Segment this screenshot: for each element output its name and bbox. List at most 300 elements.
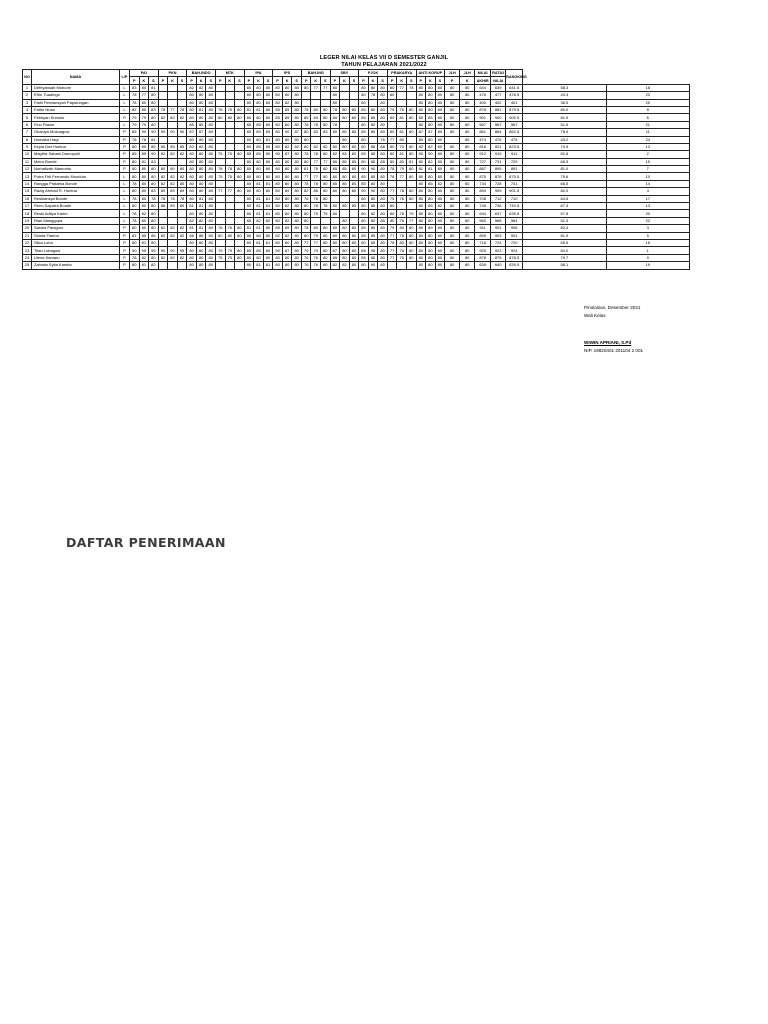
grade-cell: 80 xyxy=(187,254,197,261)
grade-cell: 80 xyxy=(416,203,426,210)
grade-cell xyxy=(397,92,407,99)
grade-cell: 80 xyxy=(273,173,283,180)
grade-cell: 78 xyxy=(397,210,407,217)
grade-cell xyxy=(311,217,321,224)
grade-cell: 80 xyxy=(416,180,426,187)
header-subject: BAH.ING xyxy=(301,70,330,77)
grade-cell: 80 xyxy=(321,232,331,239)
grade-cell: 85 xyxy=(149,232,159,239)
grade-cell: 80 xyxy=(359,203,369,210)
grade-cell xyxy=(215,262,225,269)
grade-cell xyxy=(406,203,416,210)
grade-cell: 80 xyxy=(263,121,273,128)
grade-cell: 85 xyxy=(340,158,350,165)
grade-cell: 85 xyxy=(177,180,187,187)
grade-cell: 80 xyxy=(235,254,245,261)
grade-cell: 85 xyxy=(254,151,264,158)
grade-cell: 79 xyxy=(311,232,321,239)
grade-cell: 80 xyxy=(149,173,159,180)
grade-cell: 75 xyxy=(215,173,225,180)
grade-cell xyxy=(368,136,378,143)
grade-cell: 80 xyxy=(254,254,264,261)
total-k-cell: 895 xyxy=(491,166,506,173)
student-name: Razig Ahmad R. Huntua xyxy=(32,188,120,195)
grade-cell: 85 xyxy=(349,129,359,136)
grade-cell: 80 xyxy=(378,247,388,254)
grade-cell: 80 xyxy=(368,106,378,113)
total-k-cell: 567 xyxy=(491,121,506,128)
grade-cell: 80 xyxy=(330,188,340,195)
grade-cell: 83 xyxy=(149,188,159,195)
grade-cell: 80 xyxy=(460,195,475,202)
grade-cell: 83 xyxy=(311,129,321,136)
grade-cell: 80 xyxy=(273,188,283,195)
grade-cell: 80 xyxy=(292,84,302,91)
signer-name: WIWIN APRIANI, S.Pd xyxy=(584,340,632,345)
grade-cell: 82 xyxy=(196,84,206,91)
grade-cell: 80 xyxy=(359,262,369,269)
grade-cell: 81 xyxy=(196,225,206,232)
grade-cell: 80 xyxy=(263,99,273,106)
grade-cell xyxy=(321,92,331,99)
grade-cell xyxy=(168,92,178,99)
student-name: Sikla Loha xyxy=(32,239,120,246)
grade-cell: 82 xyxy=(168,180,178,187)
grade-cell: 82 xyxy=(282,99,292,106)
grade-cell: 75 xyxy=(225,173,235,180)
grade-cell: 85 xyxy=(149,143,159,150)
grade-cell: 80 xyxy=(460,166,475,173)
grade-cell: 80 xyxy=(368,217,378,224)
grade-cell: 80 xyxy=(359,217,369,224)
grade-cell: 80 xyxy=(196,158,206,165)
grade-cell: 80 xyxy=(435,99,445,106)
grade-cell: 80 xyxy=(368,84,378,91)
student-gender: P xyxy=(120,232,130,239)
grade-cell xyxy=(235,158,245,165)
grade-cell: 85 xyxy=(330,254,340,261)
grade-cell: 80 xyxy=(378,239,388,246)
grade-cell: 80 xyxy=(196,247,206,254)
table-row xyxy=(23,92,690,99)
grade-cell: 80 xyxy=(340,173,350,180)
average-cell: 80.0 xyxy=(523,106,606,113)
grade-cell: 85 xyxy=(368,232,378,239)
grade-cell xyxy=(349,136,359,143)
grade-cell: 80 xyxy=(263,84,273,91)
grade-cell: 80 xyxy=(435,151,445,158)
rank-cell: 17 xyxy=(606,195,689,202)
grade-cell: 80 xyxy=(292,151,302,158)
total-k-cell: 712 xyxy=(491,195,506,202)
grade-cell: 80 xyxy=(273,166,283,173)
grade-cell: 80 xyxy=(321,121,331,128)
grade-cell: 82 xyxy=(330,262,340,269)
row-number: 6 xyxy=(23,121,32,128)
grade-cell: 76 xyxy=(225,225,235,232)
grade-cell: 80 xyxy=(244,262,254,269)
student-name: Zahrata Sylta Kamba xyxy=(32,262,120,269)
grade-cell: 75 xyxy=(311,210,321,217)
grade-cell: 89 xyxy=(177,203,187,210)
grade-cell: 90 xyxy=(177,129,187,136)
grade-cell: 80 xyxy=(282,92,292,99)
grade-cell: 82 xyxy=(168,151,178,158)
grade-cell: 81 xyxy=(397,151,407,158)
rank-cell: 8 xyxy=(606,106,689,113)
header-subject-sub: P xyxy=(387,77,397,84)
grade-cell: 80 xyxy=(130,203,140,210)
student-name: Efrin Tuadingo xyxy=(32,92,120,99)
grade-cell: 80 xyxy=(349,254,359,261)
grade-cell: 79 xyxy=(130,114,140,121)
row-number: 23 xyxy=(23,247,32,254)
total-p-cell: 734 xyxy=(475,180,491,187)
grade-cell: 79 xyxy=(301,247,311,254)
grade-cell: 80 xyxy=(149,180,159,187)
grade-cell: 85 xyxy=(340,203,350,210)
header-subject: PKN xyxy=(158,70,187,77)
grade-cell: 80 xyxy=(460,158,475,165)
total-k-cell: 637 xyxy=(491,210,506,217)
header-subject: SBY xyxy=(330,70,359,77)
grade-cell: 80 xyxy=(435,262,445,269)
grade-cell xyxy=(215,92,225,99)
grade-cell: 80 xyxy=(206,254,216,261)
grade-cell: 80 xyxy=(196,262,206,269)
grade-cell: 80 xyxy=(196,239,206,246)
grade-cell xyxy=(168,217,178,224)
grade-cell: 80 xyxy=(378,180,388,187)
grade-cell: 85 xyxy=(359,180,369,187)
grade-cell: 80 xyxy=(292,232,302,239)
grade-cell: 80 xyxy=(149,166,159,173)
grade-cell: 80 xyxy=(149,114,159,121)
grade-cell: 89 xyxy=(282,188,292,195)
grade-cell: 78 xyxy=(168,195,178,202)
grade-cell: 80 xyxy=(263,106,273,113)
grade-cell: 90 xyxy=(149,129,159,136)
grade-cell: 81 xyxy=(254,195,264,202)
table-row xyxy=(23,143,690,150)
grade-cell: 80 xyxy=(244,114,254,121)
grade-cell: 76 xyxy=(225,106,235,113)
grade-cell xyxy=(177,121,187,128)
grade-cell: 80 xyxy=(397,158,407,165)
grade-cell xyxy=(225,262,235,269)
grade-cell xyxy=(235,136,245,143)
grade-cell xyxy=(349,210,359,217)
grade-cell: 80 xyxy=(460,225,475,232)
grade-cell: 80 xyxy=(292,225,302,232)
grade-cell: 80 xyxy=(244,203,254,210)
student-name: Meiro Bonde xyxy=(32,158,120,165)
grade-cell: 85 xyxy=(273,106,283,113)
grade-cell: 80 xyxy=(273,99,283,106)
grade-cell: 76 xyxy=(215,225,225,232)
final-score-cell: 823.5 xyxy=(506,143,523,150)
grade-cell xyxy=(397,99,407,106)
grade-cell: 80 xyxy=(282,254,292,261)
table-row xyxy=(23,239,690,246)
grade-cell: 79 xyxy=(225,247,235,254)
table-row xyxy=(23,158,690,165)
grade-cell: 80 xyxy=(378,121,388,128)
grade-cell: 80 xyxy=(349,173,359,180)
grade-cell xyxy=(330,195,340,202)
grade-cell: 78 xyxy=(130,195,140,202)
row-number: 9 xyxy=(23,143,32,150)
rank-cell: 6 xyxy=(606,114,689,121)
grade-cell: 80 xyxy=(387,203,397,210)
grade-cell: 80 xyxy=(340,143,350,150)
grade-cell: 80 xyxy=(330,143,340,150)
student-gender: P xyxy=(120,254,130,261)
row-number: 15 xyxy=(23,188,32,195)
grade-cell: 76 xyxy=(301,195,311,202)
place-date: Pinolosian, Desember 2021 xyxy=(584,305,641,310)
row-number: 13 xyxy=(23,173,32,180)
grade-cell: 77 xyxy=(387,247,397,254)
grade-cell: 80 xyxy=(321,114,331,121)
signer-role: Wali Kelas xyxy=(584,313,606,318)
row-number: 21 xyxy=(23,232,32,239)
grade-cell: 80 xyxy=(139,99,149,106)
header-subject-sub: S xyxy=(149,77,159,84)
grade-cell: 80 xyxy=(330,225,340,232)
student-name: Fino Pasue xyxy=(32,121,120,128)
grade-cell: 82 xyxy=(149,262,159,269)
grade-cell: 78 xyxy=(387,239,397,246)
grade-cell: 80 xyxy=(187,188,197,195)
row-number: 14 xyxy=(23,180,32,187)
grade-cell: 76 xyxy=(387,173,397,180)
row-number: 12 xyxy=(23,166,32,173)
grade-cell: 81 xyxy=(149,84,159,91)
grade-cell: 89 xyxy=(177,188,187,195)
grade-cell: 80 xyxy=(292,99,302,106)
grade-cell: 77 xyxy=(387,136,397,143)
grade-cell: 85 xyxy=(139,143,149,150)
grade-cell: 80 xyxy=(460,151,475,158)
final-score-cell: 891 xyxy=(506,166,523,173)
header-subject: IPA xyxy=(244,70,273,77)
grade-cell xyxy=(445,136,460,143)
grade-cell xyxy=(215,239,225,246)
grade-cell: 80 xyxy=(378,232,388,239)
grade-cell: 80 xyxy=(149,210,159,217)
grade-cell: 80 xyxy=(416,158,426,165)
grade-cell: 80 xyxy=(235,188,245,195)
grade-cell: 80 xyxy=(416,106,426,113)
grade-cell xyxy=(158,121,168,128)
grade-cell: 81 xyxy=(254,180,264,187)
grade-cell: 80 xyxy=(387,217,397,224)
grade-cell: 80 xyxy=(130,262,140,269)
grade-cell: 80 xyxy=(254,173,264,180)
final-score-cell: 567 xyxy=(506,121,523,128)
student-name: Titan Lobagow xyxy=(32,247,120,254)
grade-cell: 80 xyxy=(292,210,302,217)
grade-cell xyxy=(340,84,350,91)
total-p-cell: 899 xyxy=(475,232,491,239)
grade-cell: 80 xyxy=(149,99,159,106)
grade-cell xyxy=(215,210,225,217)
grade-cell xyxy=(340,92,350,99)
grade-cell: 80 xyxy=(273,195,283,202)
grade-cell: 80 xyxy=(130,239,140,246)
grade-cell: 80 xyxy=(282,121,292,128)
grade-cell: 80 xyxy=(321,195,331,202)
header-subject: ANTI KORUP xyxy=(416,70,445,77)
table-row xyxy=(23,254,690,261)
grade-cell xyxy=(340,210,350,217)
grade-cell: 80 xyxy=(206,247,216,254)
grade-cell: 90 xyxy=(130,247,140,254)
row-number: 4 xyxy=(23,106,32,113)
grade-cell: 79 xyxy=(387,225,397,232)
average-cell: 51.5 xyxy=(523,121,606,128)
grade-cell: 80 xyxy=(416,217,426,224)
grade-cell xyxy=(235,210,245,217)
grade-cell xyxy=(225,129,235,136)
grade-cell: 80 xyxy=(426,121,436,128)
grade-cell: 77 xyxy=(321,158,331,165)
grade-cell: 85 xyxy=(378,217,388,224)
grade-cell: 82 xyxy=(177,114,187,121)
grade-cell: 80 xyxy=(435,136,445,143)
grade-cell: 80 xyxy=(187,166,197,173)
grade-cell xyxy=(406,136,416,143)
grade-cell: 76 xyxy=(378,136,388,143)
grade-cell: 80 xyxy=(445,254,460,261)
grade-cell: 80 xyxy=(206,84,216,91)
grade-cell: 78 xyxy=(130,136,140,143)
final-score-cell: 740.5 xyxy=(506,203,523,210)
grade-cell: 80 xyxy=(254,166,264,173)
rank-cell: 3 xyxy=(606,225,689,232)
grade-cell: 90 xyxy=(416,151,426,158)
grade-cell: 80 xyxy=(460,129,475,136)
grade-cell: 80 xyxy=(244,254,254,261)
grade-cell xyxy=(177,262,187,269)
grade-cell: 81 xyxy=(426,166,436,173)
header-jlh-p-sub: P xyxy=(445,77,460,84)
grade-cell: 80 xyxy=(130,143,140,150)
final-score-cell: 710 xyxy=(506,195,523,202)
grade-cell: 80 xyxy=(254,92,264,99)
grade-cell: 85 xyxy=(254,143,264,150)
grade-cell: 80 xyxy=(349,180,359,187)
grade-cell xyxy=(349,195,359,202)
grade-cell: 78 xyxy=(397,247,407,254)
grade-cell: 81 xyxy=(244,106,254,113)
grade-cell: 80 xyxy=(196,254,206,261)
total-p-cell: 727 xyxy=(475,158,491,165)
header-subject-sub: S xyxy=(263,77,273,84)
grade-cell: 80 xyxy=(273,143,283,150)
grade-cell: 77 xyxy=(397,84,407,91)
rank-cell: 13 xyxy=(606,203,689,210)
grade-cell: 80 xyxy=(460,136,475,143)
grade-cell: 80 xyxy=(263,188,273,195)
grade-cell xyxy=(397,180,407,187)
grade-cell: 80 xyxy=(435,195,445,202)
grade-cell: 82 xyxy=(187,143,197,150)
total-k-cell: 728 xyxy=(491,180,506,187)
grade-cell xyxy=(215,180,225,187)
grade-cell xyxy=(330,136,340,143)
grade-cell xyxy=(235,239,245,246)
grade-cell: 80 xyxy=(349,232,359,239)
grade-cell: 85 xyxy=(368,151,378,158)
grade-cell: 80 xyxy=(445,129,460,136)
row-number: 25 xyxy=(23,262,32,269)
grade-cell xyxy=(340,99,350,106)
grade-cell: 80 xyxy=(292,203,302,210)
grade-cell: 80 xyxy=(406,232,416,239)
grade-cell: 79 xyxy=(311,247,321,254)
grade-cell: 80 xyxy=(321,188,331,195)
average-cell: 79.6 xyxy=(523,173,606,180)
grade-cell: 80 xyxy=(206,195,216,202)
student-name: Ulena Kamaru xyxy=(32,254,120,261)
grade-cell: 80 xyxy=(196,166,206,173)
grade-cell: 80 xyxy=(359,136,369,143)
grade-cell: 80 xyxy=(368,180,378,187)
grade-cell: 85 xyxy=(359,173,369,180)
grade-cell: 80 xyxy=(460,203,475,210)
grade-cell: 81 xyxy=(139,158,149,165)
grade-cell: 77 xyxy=(387,188,397,195)
grade-cell: 80 xyxy=(378,188,388,195)
grade-cell xyxy=(215,158,225,165)
grade-cell xyxy=(215,136,225,143)
grade-cell: 80 xyxy=(263,166,273,173)
row-number: 16 xyxy=(23,195,32,202)
grade-cell: 80 xyxy=(254,114,264,121)
grade-cell: 77 xyxy=(311,239,321,246)
grade-cell: 80 xyxy=(340,239,350,246)
grade-cell xyxy=(235,143,245,150)
final-score-cell: 900.5 xyxy=(506,114,523,121)
grade-cell: 80 xyxy=(387,158,397,165)
grade-cell: 80 xyxy=(460,121,475,128)
grade-cell: 80 xyxy=(244,239,254,246)
grade-cell: 80 xyxy=(187,239,197,246)
total-p-cell: 644 xyxy=(475,84,491,91)
grade-cell: 80 xyxy=(311,106,321,113)
grade-cell: 80 xyxy=(139,166,149,173)
grade-cell: 80 xyxy=(139,84,149,91)
grade-cell xyxy=(311,136,321,143)
grade-cell: 90 xyxy=(139,129,149,136)
grade-cell: 89 xyxy=(254,129,264,136)
header-subject: IPS xyxy=(273,70,302,77)
grade-cell: 88 xyxy=(359,247,369,254)
grade-cell: 80 xyxy=(378,195,388,202)
grade-cell: 89 xyxy=(263,129,273,136)
grade-cell: 80 xyxy=(406,143,416,150)
grade-cell: 77 xyxy=(397,173,407,180)
grade-cell: 80 xyxy=(196,180,206,187)
final-score-cell: 641.5 xyxy=(506,84,523,91)
grade-cell: 81 xyxy=(196,195,206,202)
grade-cell: 80 xyxy=(206,173,216,180)
grade-cell: 80 xyxy=(311,225,321,232)
student-name: Fadli Febriansyah Paputungan xyxy=(32,99,120,106)
grade-cell: 77 xyxy=(406,217,416,224)
